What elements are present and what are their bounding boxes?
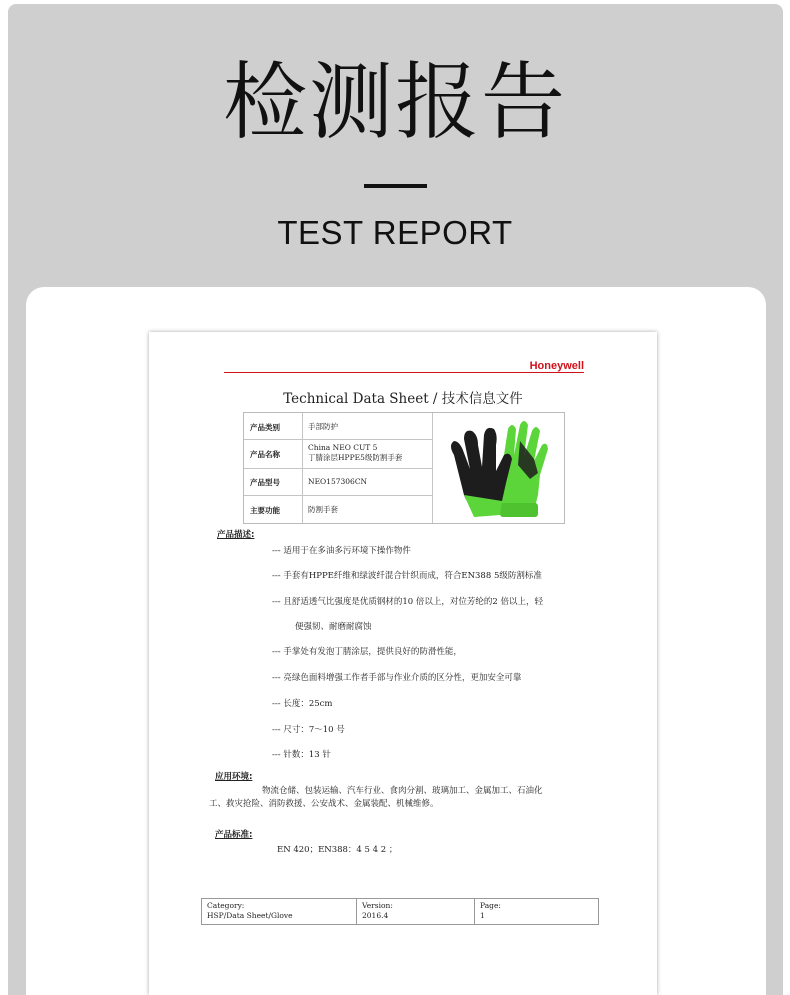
application-text: 物流仓储、包装运输、汽车行业、食肉分割、玻璃加工、金属加工、石油化: [262, 786, 543, 796]
info-row-name: [244, 440, 432, 469]
description-bullet: --- 且舒适透气比强度是优质钢材的10 倍以上，对位芳纶的2 倍以上，轻: [272, 597, 543, 607]
brand-logo: Honeywell: [529, 360, 584, 372]
footer-category: [207, 899, 293, 926]
description-bullet: --- 尺寸：7～10 号: [272, 725, 345, 735]
footer-version-value: 2016.4: [362, 911, 389, 920]
description-bullet-continued: 便强韧、耐磨耐腐蚀: [295, 622, 372, 632]
description-bullet: --- 亮绿色面料增强工作者手部与作业介质的区分性，更加安全可靠: [272, 673, 522, 683]
page-title-en: TEST REPORT: [277, 214, 513, 251]
glove-product-image: [434, 415, 562, 521]
description-bullet: --- 适用于在多油多污环境下操作物件: [272, 546, 411, 556]
footer-divider: [356, 899, 357, 924]
info-key: 产品名称: [250, 450, 280, 459]
data-sheet-document: [149, 332, 657, 995]
footer-divider: [474, 899, 475, 924]
footer-table: [201, 898, 599, 925]
footer-version: [362, 899, 393, 926]
standard-value: EN 420；EN388：4 5 4 2 ；: [277, 845, 398, 855]
info-key: 产品型号: [250, 478, 280, 487]
application-heading: 应用环境:: [215, 772, 253, 782]
header-rule: [224, 372, 584, 373]
product-info-table: [243, 412, 565, 524]
description-bullet: --- 长度：25cm: [272, 699, 333, 709]
info-row-function: [244, 496, 432, 522]
table-divider: [432, 413, 433, 523]
standard-heading: 产品标准:: [215, 830, 253, 840]
info-value: 防割手套: [308, 505, 338, 514]
title-divider: [364, 184, 427, 188]
info-value: China NEO CUT 5 丁腈涂层HPPE5级防割手套: [308, 443, 403, 462]
sheet-title: Technical Data Sheet / 技术信息文件: [283, 391, 523, 407]
description-bullet: --- 手套有HPPE纤维和绿波纤混合针织而成，符合EN388 5级防割标准: [272, 571, 542, 581]
page-title-cn: 检测报告: [222, 53, 567, 151]
info-value: 手部防护: [308, 422, 338, 431]
info-row-model: [244, 469, 432, 496]
info-row-category: [244, 413, 432, 440]
footer-page-value: 1: [480, 911, 485, 920]
footer-category-value: HSP/Data Sheet/Glove: [207, 911, 293, 920]
description-bullet: --- 针数：13 针: [272, 750, 331, 760]
info-value: NEO157306CN: [308, 477, 368, 486]
footer-page-label: Page:: [480, 901, 501, 910]
footer-version-label: Version:: [362, 901, 393, 910]
info-key: 主要功能: [250, 506, 280, 515]
info-key: 产品类别: [250, 423, 280, 432]
description-heading: 产品描述:: [217, 530, 255, 540]
footer-page: [480, 899, 501, 926]
application-text: 工、救灾抢险、消防救援、公安战术、金属装配、机械维修。: [209, 799, 439, 809]
footer-category-label: Category:: [207, 901, 245, 910]
description-bullet: --- 手掌处有发泡丁腈涂层，提供良好的防滑性能，: [272, 647, 462, 657]
